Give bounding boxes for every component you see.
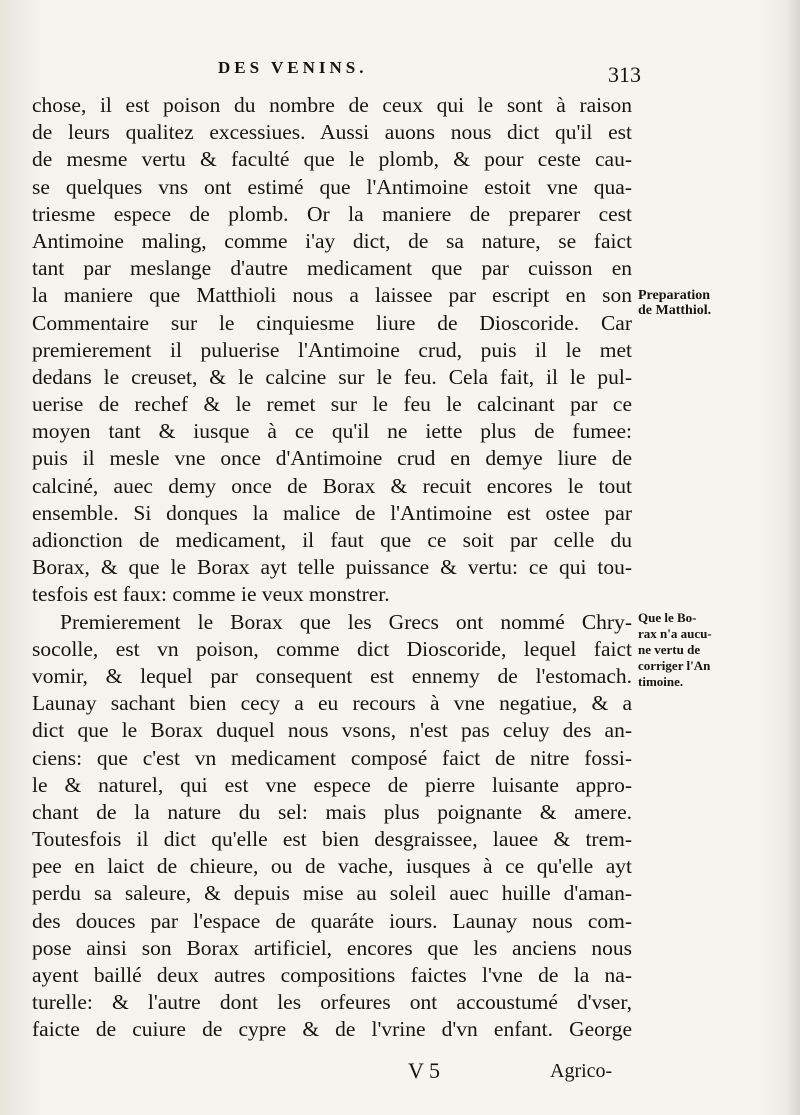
text-line: vomir, & lequel par consequent est ennemy de l'estomach.: [32, 663, 632, 688]
text-line: adionction de medicament, il faut que ce soit par celle du: [32, 528, 632, 552]
text-line: premierement il puluerise l'Antimoine crud, puis il le met: [32, 337, 632, 362]
text-line: socolle, est vn poison, comme dict Dioscoride, lequel faict: [32, 636, 632, 661]
text-line: Antimoine maling, comme i'ay dict, de sa nature, se faict: [32, 228, 632, 253]
text-line: puis il mesle vne once d'Antimoine crud en demye liure de: [32, 446, 632, 471]
text-line: calciné, auec demy once de Borax & recuit encores le tout: [32, 473, 632, 498]
text-line: tant par meslange d'autre medicament que par cuisson en: [32, 256, 632, 281]
text-line: Toutesfois il dict qu'elle est bien desgraissee, lauee & trem-: [32, 827, 632, 852]
text-line: turelle: & l'autre dont les orfeures ont accoustumé d'vser,: [32, 990, 632, 1015]
margin-note-line: timoine.: [638, 674, 684, 689]
text-line: ciens: que c'est vn medicament composé faict de nitre fossi-: [32, 745, 632, 770]
text-line: ayent baillé deux autres compositions faictes l'vne de la na-: [32, 963, 632, 987]
text-line: chant de la nature du sel: mais plus poignante & amere.: [32, 799, 632, 824]
text-line: dedans le creuset, & le calcine sur le feu. Cela fait, il le pul-: [32, 364, 632, 389]
margin-note-preparation: [638, 288, 711, 318]
text-line: pose ainsi son Borax artificiel, encores que les anciens nous: [32, 935, 632, 960]
text-line: de leurs qualitez excessiues. Aussi auons nous dict qu'il est: [32, 120, 632, 145]
text-line: tesfois est faux: comme ie veux monstrer.: [32, 582, 390, 607]
text-line: chose, il est poison du nombre de ceux qui le sont à raison: [32, 93, 632, 117]
margin-note-line: Que le Bo-: [638, 610, 697, 625]
running-head: DES VENINS.: [218, 58, 368, 77]
text-line: Borax, & que le Borax ayt telle puissance & vertu: ce qui tou-: [32, 555, 632, 580]
footer-line: [0, 1058, 800, 1098]
margin-note-line: de Matthiol.: [638, 303, 712, 318]
text-line: triesme espece de plomb. Or la maniere de preparer cest: [32, 201, 632, 226]
body-text: [32, 92, 632, 1044]
text-line: moyen tant & iusque à ce qu'il ne iette plus de fumee:: [32, 419, 632, 444]
margin-note-line: corriger l'An: [638, 658, 711, 673]
text-line: la maniere que Matthioli nous a laissee par escript en son: [32, 283, 632, 308]
text-line: le & naturel, qui est vne espece de pierre luisante appro-: [32, 772, 632, 797]
text-line: uerise de rechef & le remet sur le feu le calcinant par ce: [32, 392, 632, 417]
signature-mark: V 5: [408, 1058, 440, 1083]
text-line: faicte de cuiure de cypre & de l'vrine d'vn enfant. George: [32, 1017, 632, 1042]
text-line: se quelques vns ont estimé que l'Antimoine estoit vne qua-: [32, 174, 632, 199]
text-line: perdu sa saleure, & depuis mise au soleil auec huille d'aman-: [32, 881, 632, 906]
page-number: 313: [608, 62, 641, 87]
catchword: Agrico-: [550, 1060, 613, 1082]
text-line: pee en laict de chieure, ou de vache, iusques à ce qu'elle ayt: [32, 854, 632, 879]
text-line: ensemble. Si donques la malice de l'Antimoine est ostee par: [32, 500, 632, 525]
text-line: Launay sachant bien cecy a eu recours à vne negatiue, & a: [32, 691, 632, 716]
text-line: dict que le Borax duquel nous vsons, n'est pas celuy des an-: [32, 718, 632, 743]
margin-note-borax: [638, 610, 712, 690]
margin-note-line: ne vertu de: [638, 642, 701, 657]
page-edge-shadow: [786, 0, 800, 1115]
text-line: de mesme vertu & faculté que le plomb, & pour ceste cau-: [32, 147, 632, 172]
text-line: Commentaire sur le cinquiesme liure de Dioscoride. Car: [32, 310, 632, 335]
margin-note-line: Preparation: [638, 288, 711, 303]
text-line: des douces par l'espace de quaráte iours. Launay nous com-: [32, 908, 632, 933]
margin-note-line: rax n'a aucu-: [638, 626, 712, 641]
text-line: Premierement le Borax que les Grecs ont nommé Chry-: [60, 609, 632, 634]
